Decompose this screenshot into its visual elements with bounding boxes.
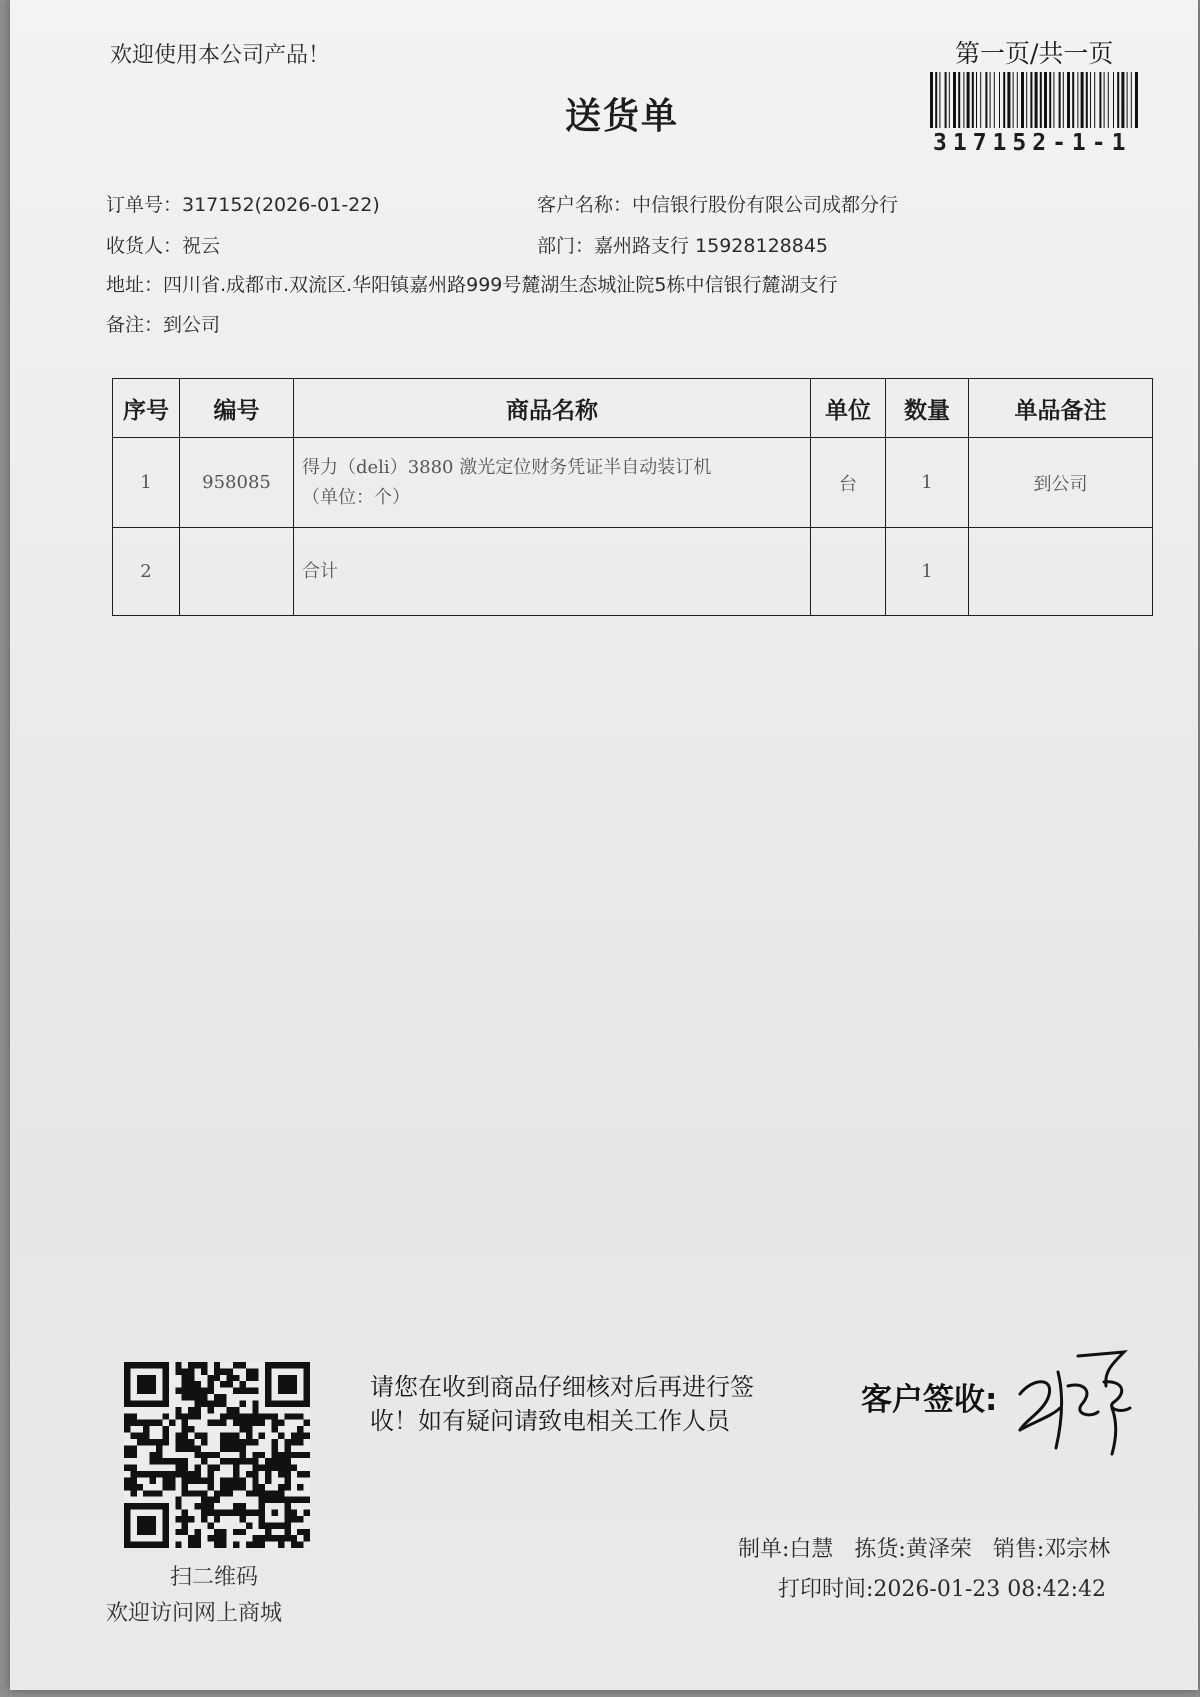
qr-caption-mall: 欢迎访问网上商城: [106, 1601, 283, 1626]
cell-quantity: 1: [886, 438, 969, 528]
customer-name: 客户名称：中信银行股份有限公司成都分行: [537, 194, 899, 216]
print-time: 打印时间:2026-01-23 08:42:42: [778, 1577, 1107, 1602]
cell-item-note: [969, 528, 1153, 616]
sales-name: 销售:邓宗林: [992, 1537, 1111, 1562]
col-header-index: 序号: [113, 379, 180, 438]
picker-name: 拣货:黄泽荣: [854, 1537, 972, 1562]
barcode-icon: [928, 72, 1143, 128]
cell-quantity: 1: [886, 528, 969, 616]
maker-name: 制单:白慧: [738, 1537, 834, 1562]
customer-signature-label: 客户签收:: [861, 1382, 998, 1418]
qr-caption: 扫二维码: [170, 1565, 259, 1590]
col-header-product-name: 商品名称: [294, 379, 811, 438]
remark: 备注：到公司: [106, 314, 221, 336]
receiver-name: 收货人：祝云: [106, 235, 221, 257]
items-table: [112, 378, 1153, 616]
product-name-line: 得力（deli）3880 激光定位财务凭证半自动装订机: [302, 456, 712, 478]
table-header-row: [113, 379, 1153, 438]
barcode-number: 317152-1-1: [933, 130, 1132, 156]
product-name-line: （单位：个）: [302, 486, 410, 508]
cell-index: 1: [113, 438, 180, 528]
document-title: 送货单: [565, 96, 680, 137]
order-number: 订单号：317152(2026-01-22): [106, 194, 380, 216]
address: 地址：四川省.成都市.双流区.华阳镇嘉州路999号麓湖生态城沚院5栋中信银行麓湖支行: [106, 274, 838, 296]
receipt-notice: 请您在收到商品仔细核对后再进行签收！如有疑问请致电相关工作人员: [370, 1373, 754, 1435]
page-indicator: 第一页/共一页: [955, 39, 1114, 68]
delivery-note-paper: [10, 0, 1198, 1690]
cell-index: 2: [113, 528, 180, 616]
cell-unit: 台: [811, 438, 886, 528]
cell-product-name: 合计: [294, 528, 811, 616]
staff-info: [738, 1532, 1124, 1563]
col-header-item-note: 单品备注: [969, 379, 1153, 438]
cell-code: 958085: [180, 438, 294, 528]
table-row: [113, 528, 1153, 616]
cell-item-note: 到公司: [969, 438, 1153, 528]
col-header-unit: 单位: [811, 379, 886, 438]
col-header-code: 编号: [180, 379, 294, 438]
col-header-quantity: 数量: [886, 379, 969, 438]
handwritten-signature: [1012, 1342, 1142, 1462]
qr-code-icon: [124, 1362, 310, 1548]
table-row: [113, 438, 1153, 528]
cell-unit: [811, 528, 886, 616]
cell-code: [180, 528, 294, 616]
cell-product-name: [294, 438, 811, 528]
department: 部门：嘉州路支行 15928128845: [537, 235, 829, 257]
welcome-text: 欢迎使用本公司产品！: [110, 43, 331, 68]
